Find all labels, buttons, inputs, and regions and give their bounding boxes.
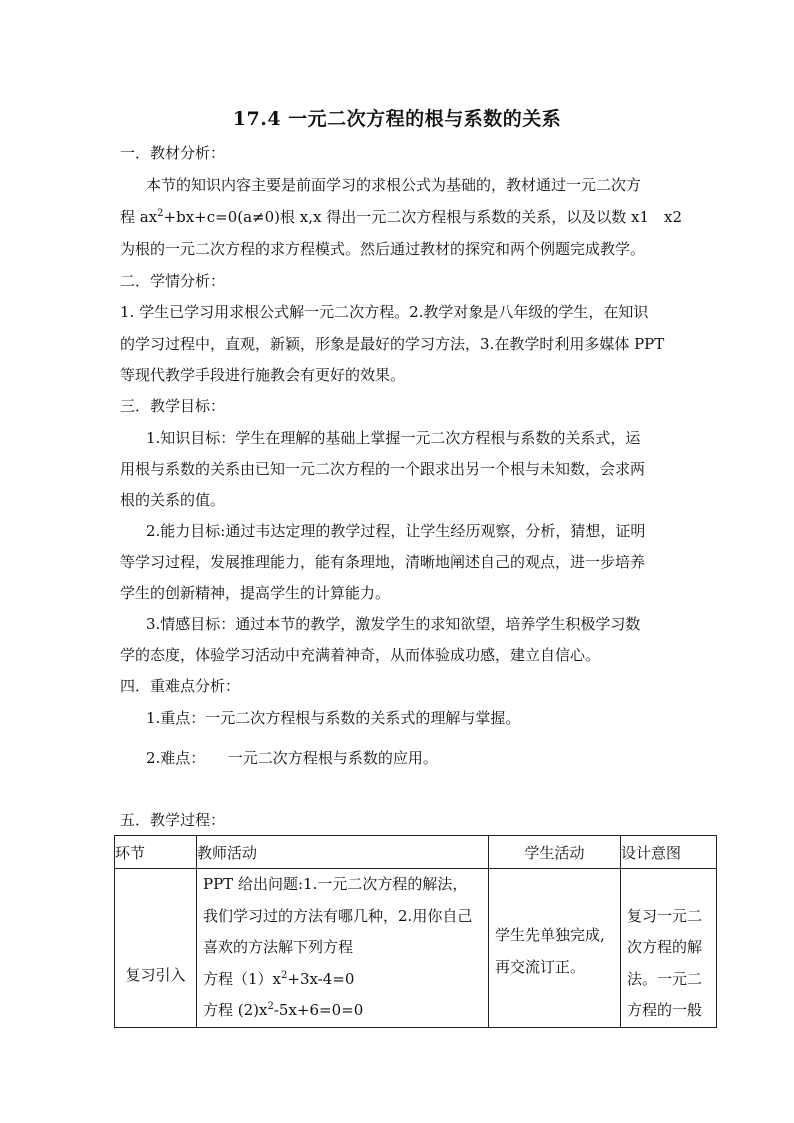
equation-1: 方程$(1)x^2+3x-4=0$ (203, 969, 355, 988)
teacher-activity-cell (197, 869, 489, 1028)
header-stage: 环节 (115, 836, 197, 869)
goal-ability: 2.能力目标:通过韦达定理的教学过程，让学生经历观察，分析，猜想，证明 (146, 522, 646, 540)
section-heading-3: 三．教学目标： (120, 397, 226, 415)
teacher-line: 喜欢的方法解下列方程 (203, 938, 354, 956)
header-design-intent: 设计意图 (621, 836, 717, 869)
paragraph-line: 1. 学生已学习用求根公式解一元二次方程。2.教学对象是八年级的学生，在知识 (120, 303, 649, 321)
intent-line: 方程的一般 (627, 1001, 703, 1019)
section-heading-4: 四．重难点分析： (120, 677, 241, 695)
goal-knowledge: 1.知识目标：学生在理解的基础上掌握一元二次方程根与系数的关系式，运 (146, 429, 641, 447)
teaching-process-table (114, 835, 717, 1028)
intent-line: 次方程的解 (627, 938, 703, 956)
document-title: 17.4 一元二次方程的根与系数的关系 (232, 108, 562, 130)
header-teacher-activity: 教师活动 (197, 836, 489, 869)
section-heading-1: 一．教材分析： (120, 144, 226, 162)
paragraph-line: 学生的创新精神，提高学生的计算能力。 (120, 584, 391, 602)
paragraph-line: 为根的一元二次方程的求方程模式。然后通过教材的探究和两个例题完成教学。 (120, 240, 646, 258)
goal-emotion: 3.情感目标：通过本节的教学，激发学生的求知欲望，培养学生积极学习数 (146, 615, 641, 633)
paragraph-line: 等学习过程，发展推理能力，能有条理地，清晰地阐述自己的观点，进一步培养 (120, 553, 646, 571)
paragraph-line: 学的态度，体验学习活动中充满着神奇，从而体验成功感，建立自信心。 (120, 646, 601, 664)
section-heading-5: 五．教学过程： (120, 811, 226, 829)
paragraph-line: 根的关系的值。 (120, 491, 226, 509)
table-header-row (115, 836, 717, 869)
key-point: 1.重点：一元二次方程根与系数的关系式的理解与掌握。 (146, 709, 521, 727)
paragraph-line: 的学习过程中，直观，新颖，形象是最好的学习方法，3.在教学时利用多媒体 PPT (120, 335, 665, 353)
equation-2: 方程 $(2)x^2-5x+6=0=0$ (203, 1001, 364, 1019)
paragraph-line: 程 $ax^2+bx+c=0(a\ne 0)$根 x,x 得出一元二次方程根与系数的关系，以及以数 x1 x2 (120, 208, 683, 226)
paragraph-line: 等现代教学手段进行施教会有更好的效果。 (120, 366, 406, 384)
paragraph-line: 本节的知识内容主要是前面学习的求根公式为基础的，教材通过一元二次方 (146, 176, 642, 194)
student-line: 学生先单独完成, (495, 926, 605, 945)
teacher-line: 我们学习过的方法有哪几种，2.用你自己 (203, 906, 473, 925)
paragraph-line: 用根与系数的关系由已知一元二次方程的一个跟求出另一个根与未知数，会求两 (120, 460, 646, 478)
student-line: 再交流订正。 (495, 957, 586, 976)
difficult-point: 2.难点： 一元二次方程根与系数的应用。 (146, 749, 438, 767)
stage-cell: 复习引入 (115, 869, 197, 1028)
section-heading-2: 二．学情分析： (120, 272, 226, 290)
student-activity-cell (489, 869, 621, 1028)
design-intent-cell (621, 869, 717, 1028)
intent-line: 复习一元二 (627, 906, 703, 925)
header-student-activity: 学生活动 (489, 836, 621, 869)
intent-line: 法。一元二 (627, 969, 703, 988)
table-row (115, 869, 717, 1028)
teacher-line: PPT 给出问题:1.一元二次方程的解法， (203, 875, 468, 893)
